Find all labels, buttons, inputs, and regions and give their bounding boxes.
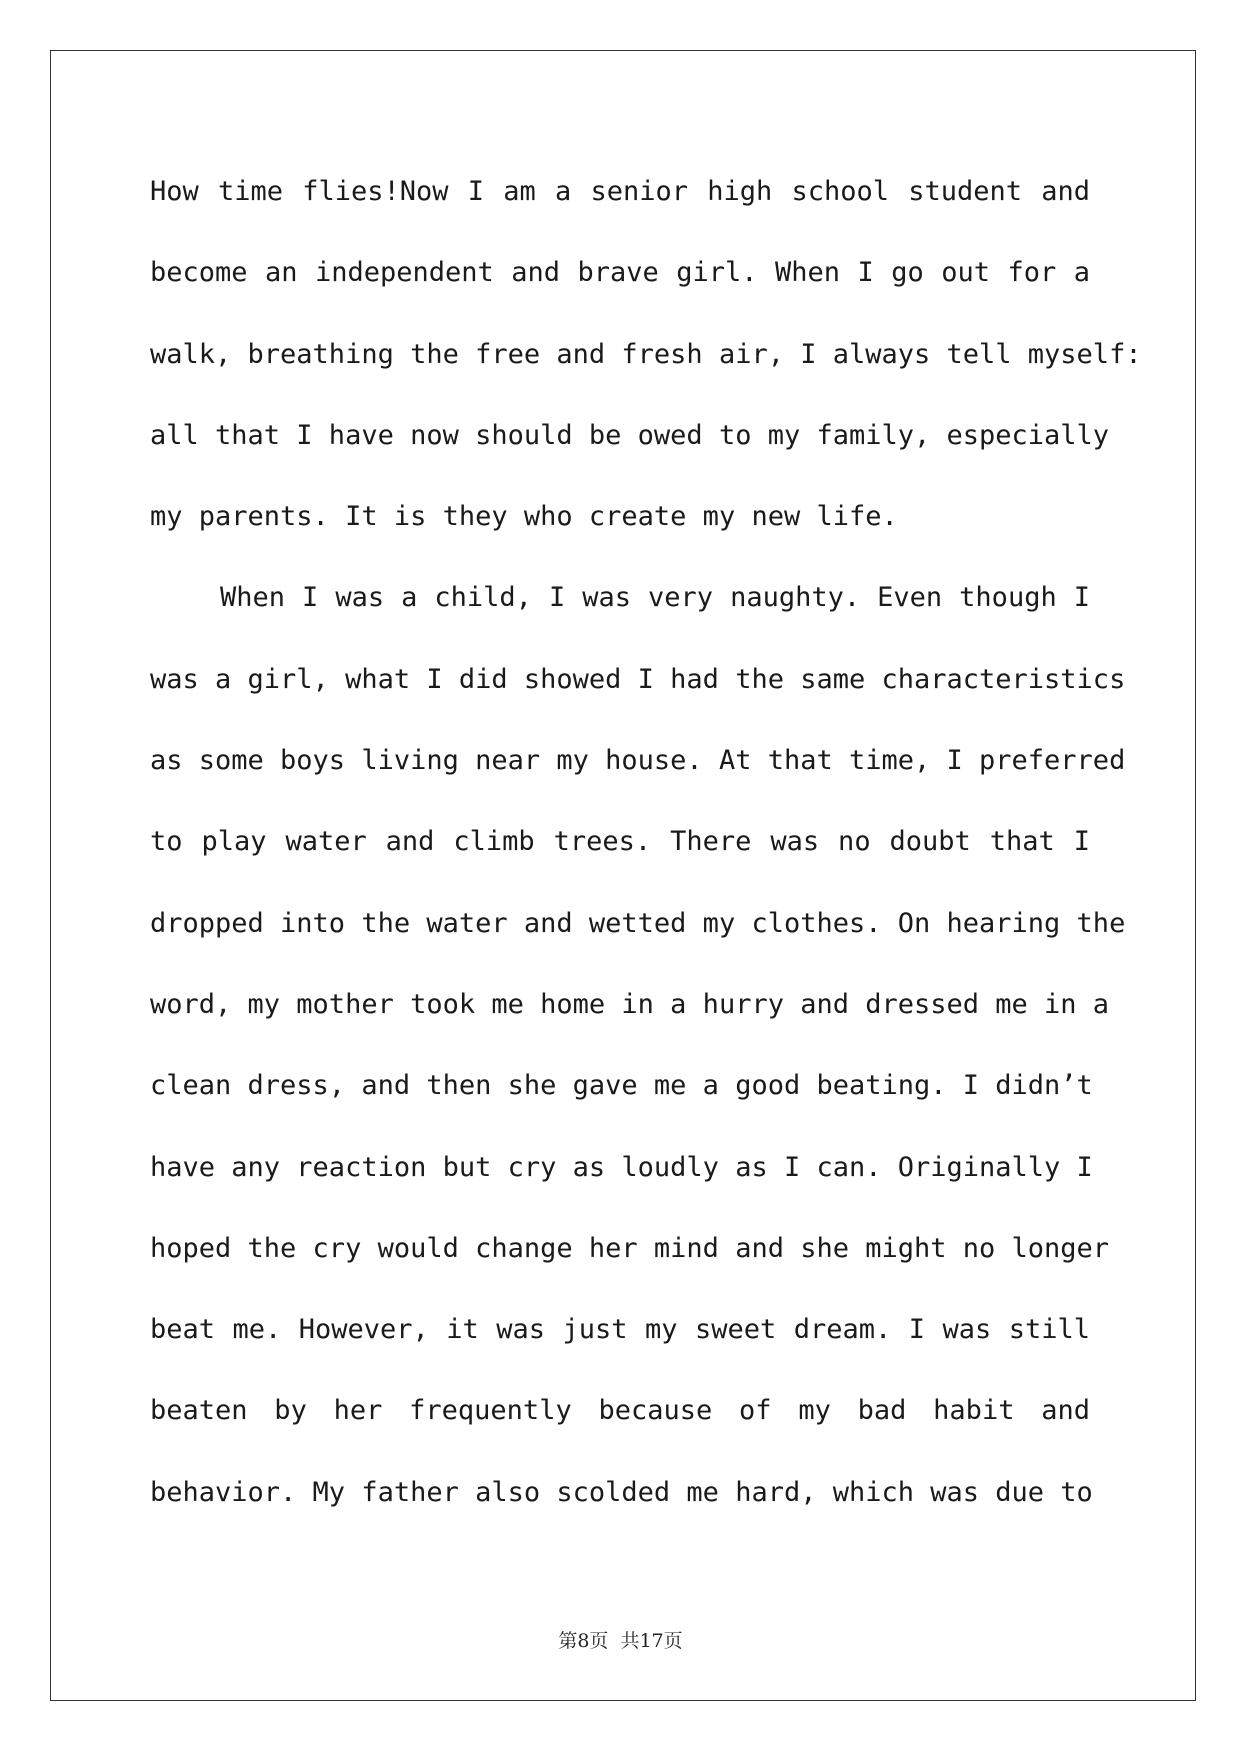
text-line: was a girl, what I did showed I had the same characteristics xyxy=(150,663,1126,695)
text-line: hoped the cry would change her mind and she might no longer xyxy=(150,1232,1110,1264)
text-line: beaten by her frequently because of my bad habit and xyxy=(150,1395,1090,1427)
text-line: When I was a child, I was very naughty. Even though I xyxy=(220,582,1090,614)
text-line: dropped into the water and wetted my clothes. On hearing the xyxy=(150,907,1126,939)
text-line: all that I have now should be owed to my family, especially xyxy=(150,419,1110,451)
text-line: as some boys living near my house. At that time, I preferred xyxy=(150,745,1126,777)
text-line: walk, breathing the free and fresh air, I always tell myself: xyxy=(150,338,1142,370)
text-line: to play water and climb trees. There was no doubt that I xyxy=(150,826,1090,858)
text-line: beat me. However, it was just my sweet dream. I was still xyxy=(150,1314,1090,1346)
text-line: have any reaction but cry as loudly as I can. Originally I xyxy=(150,1151,1093,1183)
text-line: word, my mother took me home in a hurry and dressed me in a xyxy=(150,988,1110,1020)
text-line: become an independent and brave girl. When I go out for a xyxy=(150,257,1090,289)
text-line: behavior. My father also scolded me hard, which was due to xyxy=(150,1476,1093,1508)
text-line: clean dress, and then she gave me a good beating. I didn’t xyxy=(150,1070,1093,1102)
text-line: How time flies!Now I am a senior high school student and xyxy=(150,176,1090,207)
page-number: 第8页 共17页 xyxy=(558,1630,683,1652)
document-body xyxy=(150,160,1142,1542)
text-line: my parents. It is they who create my new life. xyxy=(150,501,898,533)
